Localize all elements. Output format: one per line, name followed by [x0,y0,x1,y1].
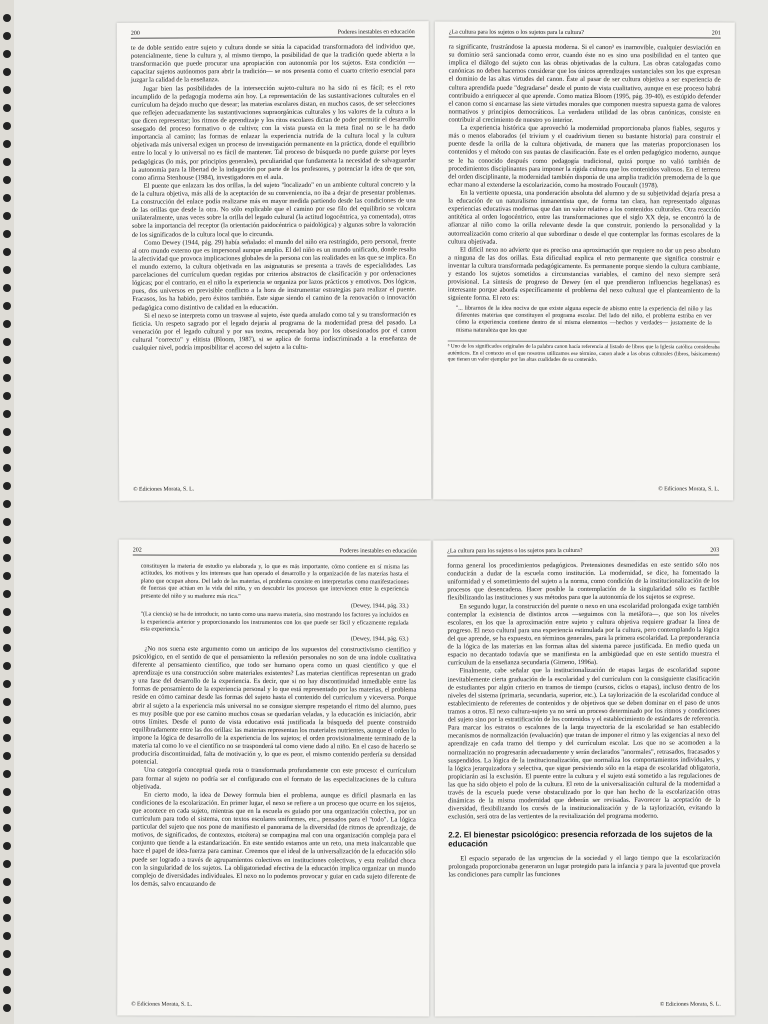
binder-hole [3,896,11,904]
binder-hole [3,1004,11,1012]
binder-hole [3,338,11,346]
page-footer: © Ediciones Morata, S. L. [133,486,195,493]
binder-hole [3,968,11,976]
binder-hole [3,140,11,148]
page-201 [433,21,735,500]
page-number: 203 [710,547,720,554]
running-head: ¿La cultura para los sujetos o los sujetos para la cultura? [447,548,583,555]
binder-hole [3,248,11,256]
binder-hole [3,662,11,670]
page-footer: © Ediciones Morata, S. L. [658,486,720,493]
paragraph: Como Dewey (1944, pág. 29) había señalado: el mundo del niño era restringido, pero personal, frente al otro mundo externo que es impersonal aunque amplio. El del niño es un mundo unificado, donde resalta la afectividad que provoca implicaciones globales de la persona con las realidades en las que se implica. En el mundo externo, la cultura objetivada en las asignaturas se presenta a través de especialidades. Las parcelaciones del currículum quedan regidas por criterios abstractos de clasificación y por ordenaciones lógicas; por el contrario, en el niño la experiencia se organiza por lazos prácticos y emotivos. Dos lógicas, pues, dos universos en previsible conflicto a la hora de instrumentar estrategias para realizar el puente. Fracasos, los ha habido, pero éxitos también. Este sigue siendo el camino de la renovación o innovación pedagógica como distintivo de calidad en la educación. [131,237,417,312]
page-header [133,548,417,557]
binder-hole [3,176,11,184]
binder-hole [3,86,11,94]
binder-hole [3,266,11,274]
binder-hole [3,14,11,22]
page-body [131,43,417,353]
binder-hole [3,950,11,958]
binder-hole [3,590,11,598]
page-footer: © Ediciones Morata, S. L. [131,1001,193,1008]
page-200 [117,21,431,501]
block-quote: constituyen la materia de estudio ya elaborada y, lo que es más importante, cómo contiene en sí misma las actitudes, los motivos y los intereses que han operado el desarrollo y la organización de las materias hasta el plano que ocupan ahora. Del lado de las materias, el problema consiste en interpretarlas como manifestaciones de fuerzas que actúan en la vida del niño, y en descubrir los procesos que intervienen entre la experiencia presente del niño y su madurez más rica." [140,563,409,600]
paragraph: te de doble sentido entre sujeto y cultura donde se sitúa la capacidad transformadora del individuo que, potencialmente, tiene la cultura y, al mismo tiempo, la posibilidad de que la tradición quede abierta a la transformación que puede procurar una apropiación con autonomía por los sujetos. Esta condición —capacitar sujetos autónomos para abrir la tradición— se nos presenta como el cuarto criterio esencial para juzgar la calidad de la enseñanza. [130,43,416,85]
paragraph: Jugar bien las posibilidades de la intersección sujeto-cultura no ha sido ni es fácil; es el reto incumplido de la pedagogía moderna aún hoy. La representación de las sustantivaciones culturales en el currículum ha dejado mucho que desear; las materias escolares distan, en muchos casos, de ser selecciones que reflejen adecuadamente las sustantivaciones supraorgánicas culturales y los valores de la cultura a la que dicen representar; los ritmos de aprendizaje y los ritos escolares dictan de poder permitir el desarrollo sosegado del proceso formativo o de cultivo; con la vista puesta en la meta final no se le ha dado importancia al camino; las formas de enlazar la experiencia nutrida de la cultura local y la cultura objetivada más universal exigen un proceso de investigación permanente en la práctica, donde el equilibrio entre lo local y lo universal no es fácil de mantener. Tal proceso de búsqueda no puede guiarse por leyes pedagógicas (lo más, por principios generales), peculiaridad que fundamenta la necesidad de salvaguardar la autonomía para la libertad de la indagación por parte de los profesores, y potenciar la idea de que son, como afirma Stenhouse (1984), investigadores en el aula. [131,83,416,182]
binder-hole [3,446,11,454]
citation: (Dewey, 1944, pág. 63.) [350,636,409,643]
binder-hole [3,212,11,220]
binder-hole [3,32,11,40]
binder-hole [3,626,11,634]
binder-hole [3,194,11,202]
footnote: ³ Uno de los significados originales de la palabra canon hacía referencia al listado de libros que la Iglesia católica consideraba auténticos. En el contexto en el que nosotros utilizamos ese término, canon alude a las obras culturales (libros, básicamente) que tienen un valor ejemplar por las altas cualidades de su contenido. [448,341,720,365]
page-header [131,29,415,38]
citation: (Dewey, 1944, pág. 33.) [350,603,409,610]
binder-hole [3,482,11,490]
binder-hole [3,464,11,472]
binder-hole [3,644,11,652]
running-head: Poderes inestables en educación [339,548,417,555]
page-203 [433,539,735,1016]
binder-hole [3,824,11,832]
binder-hole [3,536,11,544]
page-number: 201 [711,30,721,37]
paragraph: En la vertiente opuesta, una ponderación absoluta del alumno y de su subjetividad dejaría presa a la educación de un naturalismo inmanentista que, de forma tan clara, han representado algunas experiencias educativas modernas que dan un valor relativo a los contenidos culturales. Otra reacción antitética al orden logocéntrico, entre las transformaciones que el siglo XX deja, se encontró la de afianzar al niño como la orilla relevante desde la que construir, poniendo la personalidad y la autorrealización como criterio al que subordinar o desde el que contemplar las formas escolares de la cultura objetivada. [448,189,721,246]
paragraph: ra significante, frustrándose la apuesta moderna. Si el canon³ es inamovible, cualquier desviación en su dominio será sancionada como error, cuando éste no es sino una posibilidad en el tanteo que implica el diálogo del sujeto con las obras objetivadas de la cultura. Las obras catalogadas como canónicas no deben hacernos considerar que los únicos aprendizajes sustanciales son los que expresan el dominio de las altas virtudes del canon. Éste al pasar de ser cultura objetiva a ser experiencia de cultura aprendida puede "degradarse" desde el punto de vista cualitativo, aunque en ese proceso habrá contribuido a enriquecer al que aprende. Como matiza Bloom (1995, pág. 39-40), es estúpido defender el canon como si encarnase las siete virtudes morales que componen nuestra supuesta gama de valores normativos y principios democráticos. La verdadera utilidad de las obras canónicas, consiste en contribuir al crecimiento de nuestro yo interior. [448,43,721,124]
binder-hole [3,230,11,238]
binder-hole [3,50,11,58]
paragraph: El puente que enlazara las dos orillas, la del sujeto "localizado" en un ambiente cultural concreto y la de la cultura objetiva, más allá de la aceptación de su conveniencia, no iba a dejar de presentar problemas. La construcción del enlace podía realizarse más en mayor medida partiendo desde las condiciones de una de las orillas que desde la otra. No sólo explicable que el camino por ese filo del equilibrio se volcara unilateralmente, unas veces sobre la orilla del legado cultural (la actitud logocéntrica, ya comentada), otras sobre la importancia del receptor (la orientación paidocéntrica o paidológica) y algunas sobre la valoración de los significados de la cultura local que lo circunda. [131,181,416,239]
binder-hole [3,410,11,418]
page-header [447,548,719,557]
page-number: 202 [132,547,142,554]
binder-hole [3,158,11,166]
block-quote: "... librarnos de la idea nociva de que existe alguna especie de abismo entre la experiencia del niño y las diferentes materias que constituyen el programa escolar. Del lado del niño, el problema estriba en ver cómo la experiencia contiene dentro de sí misma elementos —hechos y verdades— justamente de la misma naturaleza que los que [455,305,712,334]
binder-hole [3,680,11,688]
paragraph: La experiencia histórica que aprovechó la modernidad proporcionaba planos fiables, seguros y más o menos elaborados (el trivium y el cuadrivium tienen su bastante historia) para construir el puente desde la orilla de la cultura objetivada, de manera que las materias proporcionasen los contenidos y el método con sus pautas de clasificación. Éste es el orden pedagógico moderno, aunque se le ha conocido después como pedagogía tradicional, quizá porque no valió también de procedimientos disciplinantes para imponer la rígida cultura que los contenidos valiosos. En el terreno del orden disciplinante, la modernidad también disponía de una amplia tradición premoderna de la que echar mano al extenderse la escolarización, como ha mostrado Foucault (1978). [448,124,721,190]
page-body [132,562,417,890]
running-head: ¿La cultura para los sujetos o los sujetos para la cultura? [448,29,585,36]
binder-hole [3,122,11,130]
binder-hole [3,914,11,922]
paragraph: Finalmente, cabe señalar que la institucionalización de etapas largas de escolaridad supone inevitablemente cierta graduación de la escolaridad y del currículum con la consiguiente clasificación de estudiantes por algún criterio en tramos de tiempo (cursos, ciclos o etapas), incluso dentro de los niveles del sistema (primaria, secundaria, superior, etc.). La taylorización de la escolaridad conduce al establecimiento de referentes de contenidos y de objetivos que se deben dominar en el paso de unos tramos a otros. El nexo cultura-sujeto ya no será un proceso determinado por los ritmos y condiciones del sujeto sino por la estratificación de los contenidos y el establecimiento de estándares de referencia. Para marcar los estratos o escalones de la larga trayectoria de la escolaridad se han establecido mecanismos de normalización (evaluación) que tratan de imponer el ritmo y las exigencias al nexo del aprendizaje en cada tramo del tiempo y del currículum escolar. Los que no se acomoden a la normalización no progresarán adecuadamente y serán declarados "anormales", retrasados, fracasados y suspendidos. La lógica de la institucionalización, que normaliza los comportamientos individuales, y la lógica jerarquizadora y selectiva, que sigue persiviendo sólo en la etapa de escolaridad obligatoria, propiciarán así la exclusión. El puente entre la cultura y el sujeto está sometido a las regulaciones de las que ha sido objeto el polo de la cultura. El reto de la universalización cultural de la modernidad a través de la escuela puede verse obstaculizado por lo que han hecho de la escolarización otras dinámicas de la misma modernidad que deberán ser revisadas. Favorecer la aceptación de la diversidad, flexibilizando los corsés de la institucionalización y de la taylorización, evitando la exclusión, será otra de las vertientes de la revitalización del programa moderno. [447,666,721,821]
block-quote: "(La ciencia) se ha de introducir, no tanto como una nueva materia, sino mostrando los factores ya incluidos en la experiencia anterior y proporcionando los instrumentos con los que puede ser fácil y eficazmente regulada esta experiencia." [140,611,409,633]
binder-hole [3,68,11,76]
binder-hole [3,986,11,994]
section-heading: 2.2. El bienestar psicológico: presencia reforzada de los sujetos de la educación [448,829,713,849]
binder-hole [3,752,11,760]
binder-hole [3,518,11,526]
binder-hole [3,788,11,796]
page-header [449,30,721,39]
binder-hole [3,554,11,562]
binder-hole [3,302,11,310]
binder-hole [3,770,11,778]
page-body [448,44,721,365]
binder-strip [0,0,14,1024]
paragraph: Una categoría conceptual queda rota o transformada profundamente con este proceso: el currículum para formar al sujeto no podría ser el configurado con el formato de las especializaciones de la cultura objetivada. [131,766,417,791]
running-head: Poderes inestables en educación [337,29,415,36]
page-202 [117,539,431,1016]
paragraph: forma general los procedimientos pedagógicos. Pretensiones desmedidas en este sentido sólo nos conducirán a dudar de la escuela como institución. La modernidad, se dice, ha fomentado la uniformidad y el sometimiento del sujeto a la norma, como condición de la institucionalización de los procesos que desencadena. Hacer posible la contemplación de la singularidad sólo es factible flexibilizando las instituciones y sus métodos para que la autonomía de los sujetos se exprese. [447,561,720,602]
paragraph: El difícil nexo no advierte que es preciso una aproximación que requiere no dar un peso absoluto a ninguna de las dos orillas. Esta dificultad explica el reto permanente que significa construir e inventar la cultura transformada pedagógicamente. Es permanente porque siendo la cultura cambiante, y estando los sujetos sometidos a circunstancias variables, el camino del nexo siempre será provisional. La síntesis de progreso de Dewey (en el que prendieron influencias hegelianas) es interesante porque aborda específicamente el problema del nexo cultural que el planteamiento de la siguiente forma. El reto es: [447,246,721,303]
binder-hole [3,860,11,868]
binder-hole [3,392,11,400]
binder-hole [3,104,11,112]
paragraph: Si el nexo se interpreta como un trasvase al sujeto, éste queda anulado como tal y su transformación es ficticia. Un respeto sagrado por el legado dejaría al programa de la modernidad presa del pasado. La veneración por el legado cultural y por sus textos, recuperada hoy por los obsesionados por el canon cultural "correcto" y elitista (Bloom, 1987), si se aplica de forma indiscriminada a la enseñanza de cualquier nivel, podría imposibilitar el acceso del sujeto a la cultu- [132,310,417,352]
binder-hole [3,608,11,616]
page-footer: © Ediciones Morata, S. L. [659,1001,721,1008]
binder-hole [3,572,11,580]
binder-hole [3,320,11,328]
binder-hole [3,356,11,364]
binder-hole [3,698,11,706]
binder-hole [3,878,11,886]
binder-hole [3,374,11,382]
binder-hole [3,734,11,742]
paragraph: ¿No nos suena este argumento como un anticipo de los supuestos del constructivismo científico y psicológico, en el sentido de que el pensamiento la reflexión personales no son de una índole cualitativa diferente al pensamiento científico, que todo ser humano opera como un quasi científico y que el aprendizaje es una construcción sobre materiales existentes? Las materias científicas representan un grado y una fase del desarrollo de la experiencia. Es decir, que si no hay discontinuidad inmediable entre las formas de pensamiento de la experiencia personal y lo que está representado por las materias, el problema reside en cómo caminar desde las formas del sujeto hasta el contenido del currículum y viceversa. Porque abrir al sujeto a la experiencia más universal no se consigue siempre respetando el ritmo del alumno, pues es muy posible que por ese camino muchos cosas se quedarían veladas, y la educación es iniciación, abrir otros límites. Desde el punto de vista educativo está justificada la búsqueda del puente construido equilibradamente entre las dos orillas: las materias representan los materiales nutrientes, aunque el orden lo impone la lógica de desarrollo de la experiencia de los sujetos; el orden provisionalmente terminado de la materia tal como lo ve el científico no se trasponderá tal como viene dado al niño. En el caso de hacerlo se produciría discontinuidad, falta de motivación y, lo que es peor, el mismo contenido perdería su densidad potencial. [132,645,417,766]
paragraph: El espacio separado de las urgencias de la sociedad y el largo tiempo que la escolarización prolongada proporcionaba generaron un lugar protegido para la infancia y para la juventud que provela las condiciones para cumplir las funciones [448,854,721,879]
binder-hole [3,500,11,508]
binder-hole [3,842,11,850]
paragraph: En cierto modo, la idea de Dewey formula bien el problema, aunque es difícil plasmarla en las condiciones de la escolarización. En primer lugar, el nexo se refiere a un proceso que ocurre en los sujetos, que acontece en cada sujeto, mientras que en la escuela es guiado por una organización colectiva, por un currículum para todo el sistema, con textos escolares uniformes, etc., pensados para el "todo". La lógica particular del sujeto que nos pone de manifiesto el panorama de la diversidad (de ritmos de aprendizaje, de motivos, de significados, de contextos, etcétera) se compagina mal con una organización compleja para el conjunto que tiende a la estandarización. En este sentido estamos ante un reto, una meta inalcanzable que hace el papel de idea-fuerza para caminar. Creemos que el ideal de la universalización de la educación sólo puede ser logrado a través de agrupamientos colectivos en instituciones colectivas, y esta realidad choca con la singularidad de los sujetos. La obligatoriedad efectiva de la educación implica organizar un mundo complejo de diversidades individuales. El nexo no lo podemos provocar y guiar en cada sujeto diferente de los demás, salvo encauzando de [131,791,416,888]
binder-hole [3,716,11,724]
binder-hole [3,428,11,436]
binder-hole [3,284,11,292]
paragraph: En segundo lugar, la construcción del puente o nexo en una escolaridad prolongada exige también contemplar la existencia de distintos arcos —seguimos con la metáfora—, que son los niveles escolares, en los que la aproximación entre sujeto y cultura objetiva requiere graduar la línea de progreso. El nexo cultural para una experiencia estimulada por la cultura, pero contemplando la lógica del que aprende, se ha expuesto, en términos generales, para la primera escolaridad. La preponderancia de la lógica de las materias en las formas altas del sistema parece justificada. En medio queda un espacio no decantado todavía que se manifiesta en la ambigüedad que en este sentido muestra el currículum de la enseñanza secundaria (Gimeno, 1996a). [447,602,720,667]
page-body [447,562,720,880]
page-number: 200 [130,30,140,37]
binder-hole [3,932,11,940]
binder-hole [3,806,11,814]
